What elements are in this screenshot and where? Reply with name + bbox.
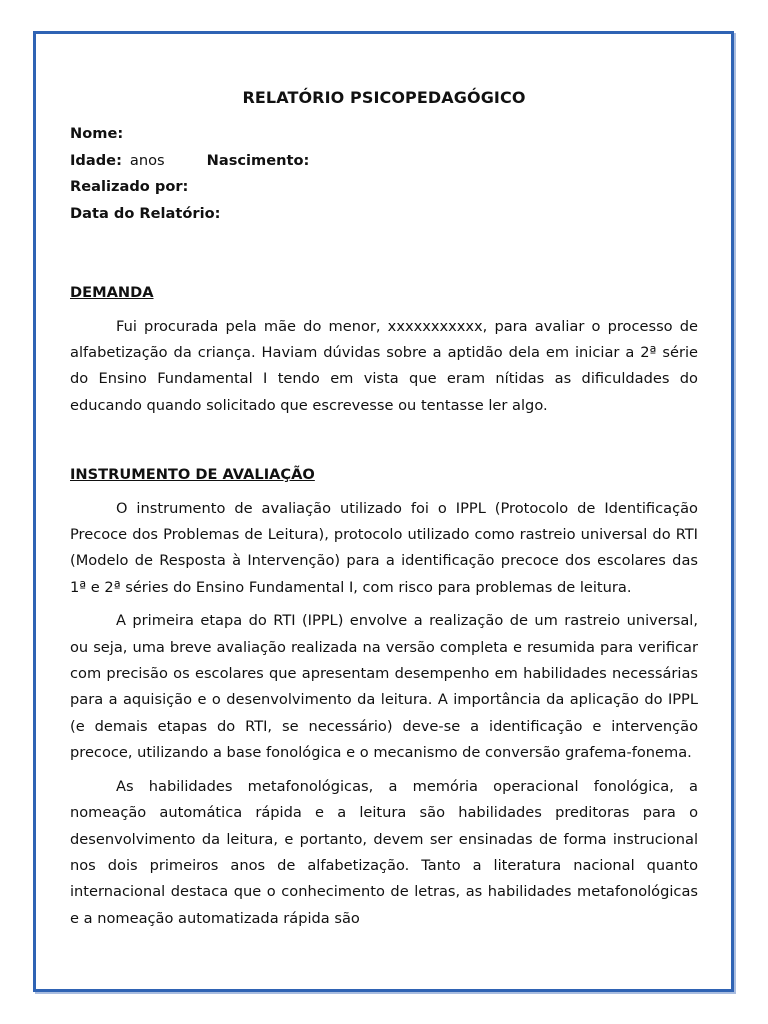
document-title: RELATÓRIO PSICOPEDAGÓGICO bbox=[242, 88, 526, 107]
age-unit: anos bbox=[129, 151, 165, 169]
section-heading-demand: DEMANDA bbox=[70, 284, 154, 301]
performed-by-label: Realizado por: bbox=[70, 178, 189, 195]
name-row bbox=[70, 121, 698, 148]
demand-paragraph: Fui procurada pela mãe do menor, xxxxxxxxxxx, para avaliar o processo de alfabetização da criança. Haviam dúvidas sobre a aptidão dela em iniciar a 2ª série do Ensino Fundamental I tendo em vista que eram nítidas as dificuldades do educando quando solicitado que escrevesse ou tentasse ler algo. bbox=[70, 317, 698, 414]
report-date-row bbox=[70, 201, 698, 228]
age-label: Idade: bbox=[70, 151, 122, 169]
document-body bbox=[70, 88, 698, 932]
section-heading-instrument: INSTRUMENTO DE AVALIAÇÃO bbox=[70, 466, 315, 484]
report-date-label: Data do Relatório: bbox=[70, 204, 221, 222]
performed-by-row bbox=[70, 174, 698, 201]
name-label: Nome: bbox=[70, 125, 124, 142]
instrument-paragraph-1: O instrumento de avaliação utilizado foi o IPPL (Protocolo de Identificação Precoce dos Problemas de Leitura), protocolo utilizado como rastreio universal do RTI (Modelo de Resposta à Intervenção) para a identificação precoce dos escolares das 1ª e 2ª séries do Ensino Fundamental I, com risco para problemas de leitura. bbox=[70, 499, 698, 596]
instrument-paragraph-3: As habilidades metafonológicas, a memória operacional fonológica, a nomeação automática rápida e a leitura são habilidades preditoras para o desenvolvimento da leitura, e portanto, devem ser ensinadas de forma instrucional nos dois primeiros anos de alfabetização. Tanto a literatura nacional quanto internacional destaca que o conhecimento de letras, as habilidades metafonológicas e a nomeação automatizada rápida são bbox=[70, 777, 698, 927]
age-row bbox=[70, 148, 698, 175]
birth-label: Nascimento: bbox=[206, 151, 310, 169]
instrument-paragraph-2: A primeira etapa do RTI (IPPL) envolve a realização de um rastreio universal, ou seja, uma breve avaliação realizada na versão completa e resumida para verificar com precisão os escolares que apresentam desempenho em habilidades necessárias para a aquisição e o desenvolvimento da leitura. A importância da aplicação do IPPL (e demais etapas do RTI, se necessário) deve-se a identificação e intervenção precoce, utilizando a base fonológica e o mecanismo de conversão grafema-fonema. bbox=[70, 612, 698, 762]
